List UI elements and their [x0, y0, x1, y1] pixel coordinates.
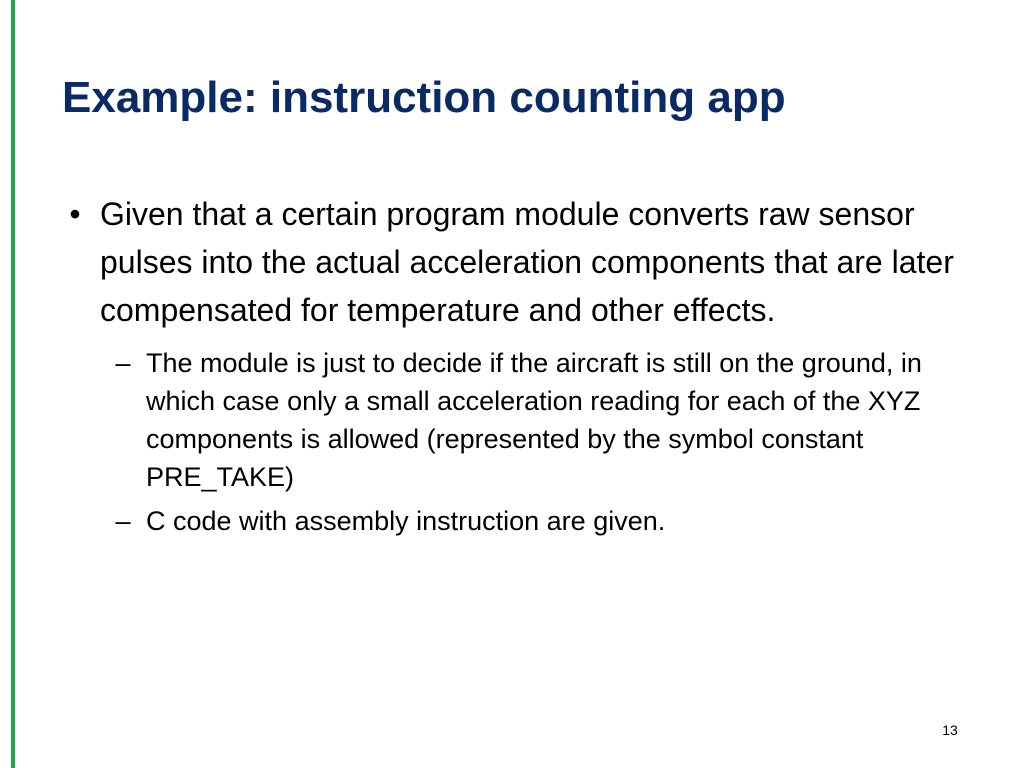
sub-bullet-list: [60, 344, 960, 540]
bullet-text: Given that a certain program module converts raw sensor pulses into the actual acceleration components that are later compensated for temperature and other effects.: [100, 196, 954, 328]
sub-bullet-item: [108, 344, 960, 496]
sub-bullet-marker: –: [115, 348, 131, 378]
bullet-marker: •: [69, 196, 81, 232]
sub-bullet-item: [108, 502, 960, 540]
left-accent-bar: [11, 0, 15, 768]
page-number: 13: [942, 722, 958, 738]
sub-bullet-text: The module is just to decide if the aircraft is still on the ground, in which case only a small acceleration reading for each of the XYZ components is allowed (represented by the symbol constant PRE_TAKE): [146, 348, 922, 492]
slide-body: [60, 190, 960, 546]
slide-title: Example: instruction counting app: [62, 73, 786, 122]
bullet-item: [60, 190, 960, 334]
sub-bullet-text: C code with assembly instruction are given.: [146, 506, 666, 536]
sub-bullet-marker: –: [115, 506, 131, 536]
